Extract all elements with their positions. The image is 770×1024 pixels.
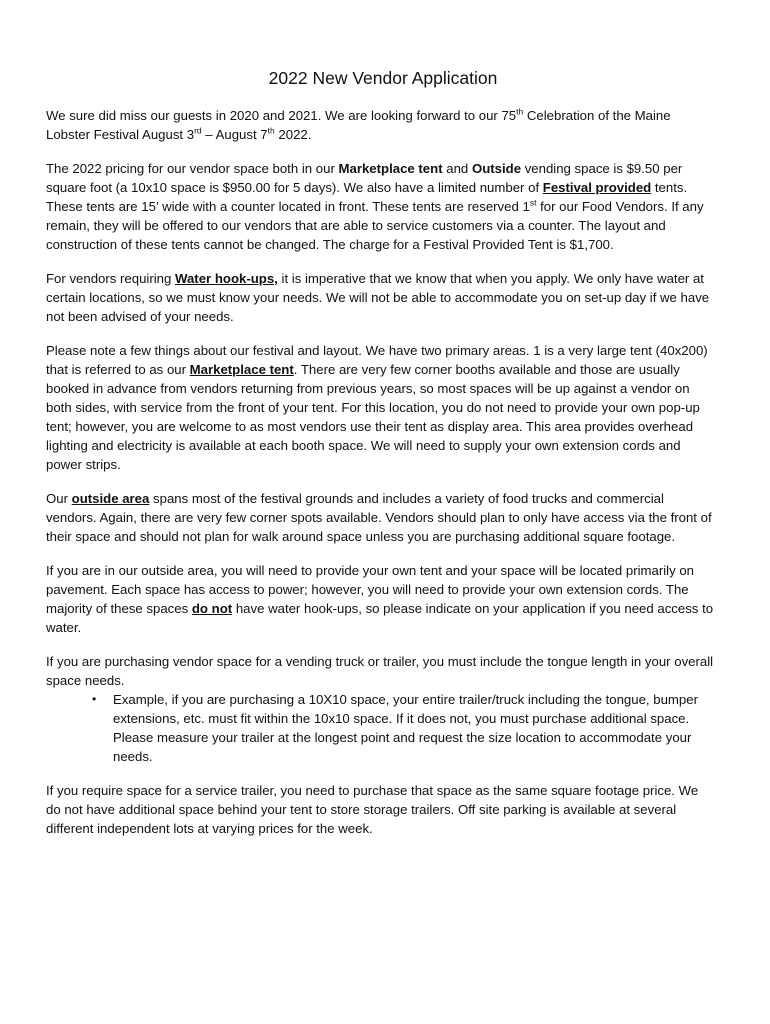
pricing-paragraph: The 2022 pricing for our vendor space both in our Marketplace tent and Outside vending space is $9.50 per square foot (a 10x10 space is $950.00 for 5 days). We also have a limited number of Festival provided tents. These tents are 15’ wide with a counter located in front. These tents are reserved 1st for our Food Vendors. If any remain, they will be offered to our vendors that are able to service customers via a counter. The layout and construction of these tents cannot be changed. The charge for a Festival Provided Tent is $1,700. [46,161,704,252]
outside-requirements-paragraph: If you are in our outside area, you will need to provide your own tent and your space will be located primarily on pavement. Each space has access to power; however, you will need to provide your own extension cords. The majority of these spaces do not have water hook-ups, so please indicate on your application if you need access to water. [46,563,714,635]
layout-paragraph: Please note a few things about our festival and layout. We have two primary areas. 1 is a very large tent (40x200) that is referred to as our Marketplace tent. There are very few corner booths available and those are usually booked in advance from vendors returning from previous years, so most spaces will be up against a vendor on both sides, with service from the front of your tent. For this location, you do not need to provide your own pop-up tent; however, you are welcome to as most vendors use their tent as display area. This area provides overhead lighting and electricity is available at each booth space. We will need to supply your own extension cords and power strips. [46,343,708,472]
truck-trailer-paragraph: If you are purchasing vendor space for a vending truck or trailer, you must include the tongue length in your overall space needs. [46,654,714,688]
marketplace-tent-label: Marketplace tent [338,161,443,176]
water-hookups-paragraph: For vendors requiring Water hook-ups, it is imperative that we know that when you apply. We only have water at certain locations, so we must know your needs. We will not be able to accommodate you on set-up day if we have not been advised of your needs. [46,271,710,324]
example-list [46,690,714,766]
bullet-icon: • [92,692,97,706]
outside-area-label: outside area [71,491,150,506]
intro-paragraph: We sure did miss our guests in 2020 and 2021. We are looking forward to our 75th Celebration of the Maine Lobster Festival August 3rd – August 7th 2022. [46,106,671,142]
document-title: 2022 New Vendor Application [268,68,498,88]
outside-label: Outside [471,161,522,176]
list-item: • Example, if you are purchasing a 10X10 space, your entire trailer/truck including the tongue, bumper extensions, etc. must fit within the 10x10 space. If it does not, you must purchase additional space. Please measure your trailer at the longest point and request the size location to accommodate your needs. [92,692,698,764]
do-not-label: do not [191,601,233,616]
festival-provided-label: Festival provided [542,180,652,195]
water-hookups-label: Water hook-ups, [175,271,278,286]
service-trailer-paragraph: If you require space for a service trailer, you need to purchase that space as the same square footage price. We do not have additional space behind your tent to store storage trailers. Off site parking is available at several different independent lots at varying prices for the week. [46,783,699,836]
document-body [46,66,714,853]
outside-area-paragraph: Our outside area spans most of the festival grounds and includes a variety of food trucks and commercial vendors. Again, there are very few corner spots available. Vendors should plan to only have access via the front of their space and should not plan for walk around space unless you are purchasing additional square footage. [46,491,712,544]
marketplace-tent-underlined: Marketplace tent [189,362,294,377]
